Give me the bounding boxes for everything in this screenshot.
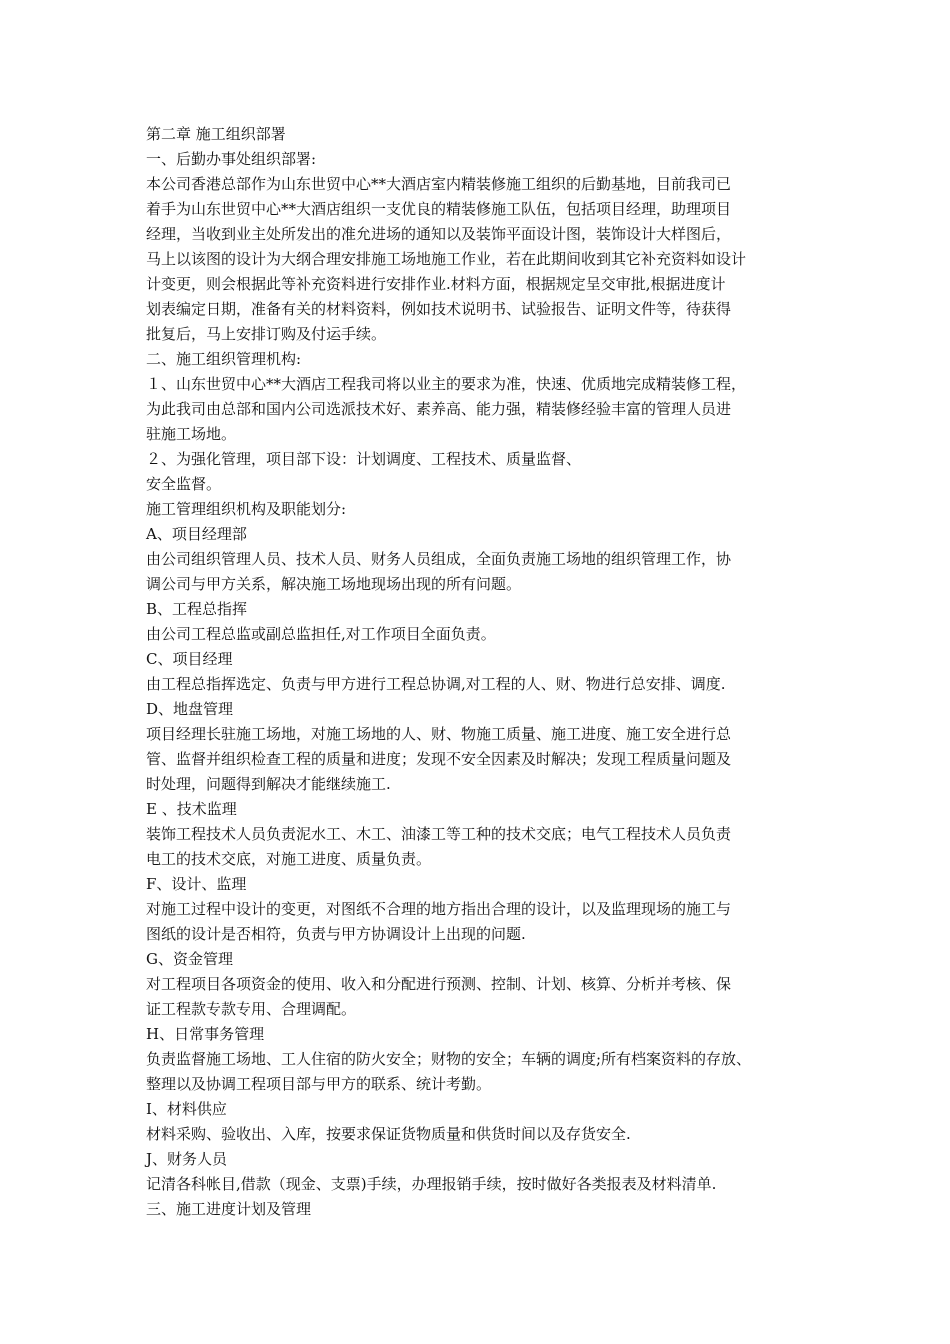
- text-line: F、设计、监理: [146, 875, 247, 893]
- text-line: 施工管理组织机构及职能划分:: [146, 500, 347, 518]
- text-line: G、资金管理: [146, 950, 233, 968]
- text-line: E 、技术监理: [146, 800, 237, 818]
- chapter-title: 第二章 施工组织部署: [146, 125, 286, 143]
- text-line: 对施工过程中设计的变更，对图纸不合理的地方指出合理的设计，以及监理现场的施工与: [146, 900, 732, 918]
- text-line: 由公司工程总监或副总监担任,对工作项目全面负责。: [146, 625, 496, 643]
- text-line: 为此我司由总部和国内公司选派技术好、素养高、能力强，精装修经验丰富的管理人员进: [146, 400, 732, 418]
- text-line: 记清各科帐目,借款（现金、支票)手续，办理报销手续，按时做好各类报表及材料清单.: [146, 1175, 717, 1193]
- text-line: 对工程项目各项资金的使用、收入和分配进行预测、控制、计划、核算、分析并考核、保: [146, 975, 732, 993]
- text-line: 整理以及协调工程项目部与甲方的联系、统计考勤。: [146, 1075, 492, 1093]
- text-line: 二、施工组织管理机构:: [146, 350, 302, 368]
- text-line: J、财务人员: [146, 1150, 228, 1168]
- text-line: D、地盘管理: [146, 700, 234, 718]
- text-line: 材料采购、验收出、入库，按要求保证货物质量和供货时间以及存货安全.: [146, 1125, 631, 1143]
- text-line: 由工程总指挥选定、负责与甲方进行工程总协调,对工程的人、财、物进行总安排、调度.: [146, 675, 726, 693]
- text-line: H、日常事务管理: [146, 1025, 265, 1043]
- text-line: 证工程款专款专用、合理调配。: [146, 1000, 357, 1018]
- text-line: 划表编定日期，准备有关的材料资料，例如技术说明书、试验报告、证明文件等，待获得: [146, 300, 732, 318]
- text-line: 时处理，问题得到解决才能继续施工.: [146, 775, 391, 793]
- text-line: 项目经理长驻施工场地，对施工场地的人、财、物施工质量、施工进度、施工安全进行总: [146, 725, 732, 743]
- text-line: 由公司组织管理人员、技术人员、财务人员组成，全面负责施工场地的组织管理工作，协: [146, 550, 732, 568]
- text-line: A、项目经理部: [146, 525, 247, 543]
- text-line: 管、监督并组织检查工程的质量和进度；发现不安全因素及时解决；发现工程质量问题及: [146, 750, 732, 768]
- text-line: 电工的技术交底，对施工进度、质量负责。: [146, 850, 432, 868]
- text-line: 安全监督。: [146, 475, 222, 493]
- text-line: 着手为山东世贸中心**大酒店组织一支优良的精装修施工队伍，包括项目经理，助理项目: [146, 200, 732, 218]
- text-line: 装饰工程技术人员负责泥水工、木工、油漆工等工种的技术交底；电气工程技术人员负责: [146, 825, 732, 843]
- document-body: [146, 122, 826, 1222]
- text-line: 调公司与甲方关系，解决施工场地现场出现的所有问题。: [146, 575, 522, 593]
- text-line: 本公司香港总部作为山东世贸中心**大酒店室内精装修施工组织的后勤基地，目前我司已: [146, 175, 732, 193]
- text-line: ２、为强化管理，项目部下设：计划调度、工程技术、质量监督、: [146, 450, 582, 468]
- text-line: 计变更，则会根据此等补充资料进行安排作业.材料方面，根据规定呈交审批,根据进度计: [146, 275, 726, 293]
- text-line: I、材料供应: [146, 1100, 227, 1118]
- text-line: 批复后，马上安排订购及付运手续。: [146, 325, 387, 343]
- text-line: 三、施工进度计划及管理: [146, 1200, 312, 1218]
- text-line: B、工程总指挥: [146, 600, 248, 618]
- text-line: C、项目经理: [146, 650, 233, 668]
- text-line: １、山东世贸中心**大酒店工程我司将以业主的要求为准，快速、优质地完成精装修工程，: [146, 375, 747, 393]
- text-line: 马上以该图的设计为大纲合理安排施工场地施工作业，若在此期间收到其它补充资料如设计: [146, 250, 747, 268]
- text-line: 图纸的设计是否相符，负责与甲方协调设计上出现的问题.: [146, 925, 526, 943]
- text-line: 经理，当收到业主处所发出的准允进场的通知以及装饰平面设计图，装饰设计大样图后，: [146, 225, 732, 243]
- text-line: 一、后勤办事处组织部署:: [146, 150, 317, 168]
- text-line: 负责监督施工场地、工人住宿的防火安全；财物的安全；车辆的调度;所有档案资料的存放、: [146, 1050, 752, 1068]
- text-line: 驻施工场地。: [146, 425, 237, 443]
